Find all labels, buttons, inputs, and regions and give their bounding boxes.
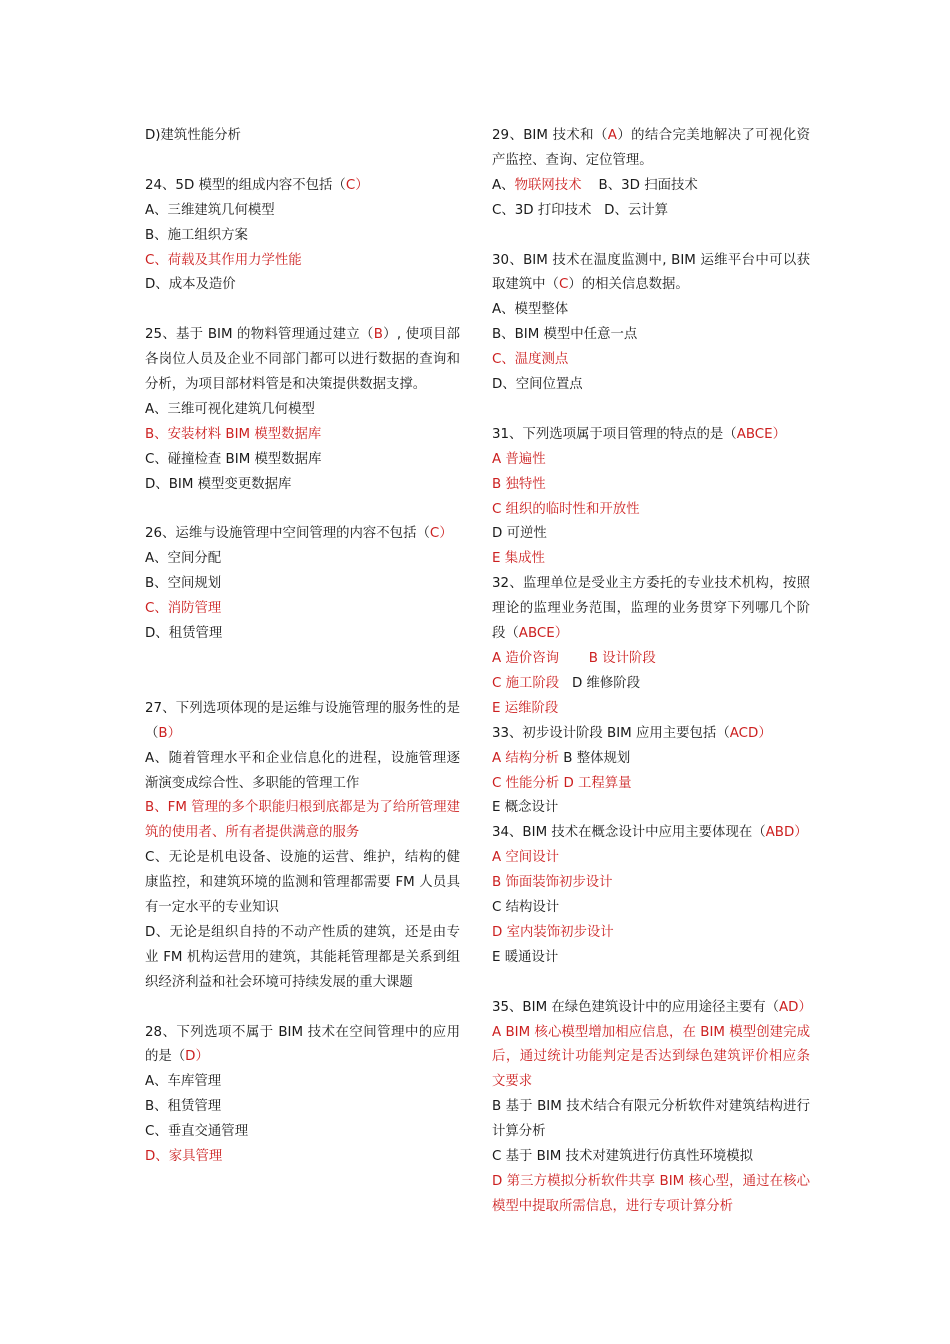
stem-text: 30、BIM 技术在温度监测中, BIM 运维平台中可以获取建筑中（ [492, 252, 810, 293]
option-a: A、模型整体 [492, 302, 569, 318]
question-24-stem [145, 174, 460, 199]
option-b: B、施工组织方案 [145, 227, 248, 243]
question-30-stem [492, 249, 810, 299]
prev-option-d: D)建筑性能分析 [145, 128, 241, 143]
option-d-correct: D 第三方模拟分析软件共享 BIM 核心型，通过在核心模型中提取所需信息，进行专项计算分析 [492, 1174, 810, 1214]
option-c: C 结构设计 [492, 900, 560, 916]
question-34-stem [492, 821, 810, 846]
right-column [492, 124, 810, 1220]
stem-text-cont: ）的相关信息数据。 [568, 277, 689, 293]
stem-text-cont: ）, 使项目部各岗位人员及企业不同部门都可以进行数据的查询和分析，为项目部材料管是和决策提供数据支撑。 [145, 327, 460, 393]
option-a-correct: A 结构分析 [492, 750, 559, 766]
left-column [145, 124, 460, 1170]
answer-key: ACD [729, 725, 759, 741]
option-b-correct: B、FM 管理的多个职能归根到底都是为了给所管理建筑的使用者、所有者提供满意的服务 [145, 800, 460, 841]
question-29 [492, 124, 810, 224]
question-35 [492, 996, 810, 1220]
stem-close: ） [772, 426, 786, 442]
options-ab-row [492, 174, 810, 199]
stem-close: ） [798, 999, 812, 1015]
question-26 [145, 522, 460, 647]
question-25 [145, 323, 460, 497]
option-d-correct: D 室内装饰初步设计 [492, 924, 614, 940]
answer-key: ABCE [736, 426, 773, 442]
answer-key: D [185, 1049, 196, 1065]
answer-key: ABCE [518, 626, 555, 642]
stem-text-cont: ）的结合完美地解决了可视化资产监控、查询、定位管理。 [492, 128, 811, 168]
option-d: D、成本及造价 [145, 277, 236, 293]
options-cd-row [492, 672, 810, 697]
stem-close: ） [439, 526, 453, 542]
stem-text: 35、BIM 在绿色建筑设计中的应用途径主要有（ [492, 999, 780, 1015]
option-b: B、BIM 模型中任意一点 [492, 327, 638, 343]
option-e: E 暖通设计 [492, 949, 559, 965]
options-cd-row [492, 199, 810, 224]
answer-key: C [345, 177, 356, 193]
stem-close: ） [794, 825, 808, 841]
stem-text: 28、下列选项不属于 BIM 技术在空间管理中的应用的是（ [145, 1024, 460, 1065]
option-c-correct: C 施工阶段 [492, 675, 560, 691]
option-e-correct: E 集成性 [492, 551, 545, 567]
stem-text: 31、下列选项属于项目管理的特点的是（ [492, 426, 737, 442]
stem-text: 27、下列选项体现的是运维与设施管理的服务性的是（ [145, 700, 460, 741]
stem-text: 33、初步设计阶段 BIM 应用主要包括（ [492, 725, 730, 741]
option-d-correct: D 工程算量 [563, 775, 632, 791]
option-d: D 维修阶段 [571, 675, 641, 691]
option-a-label: A、 [492, 177, 515, 193]
answer-key: B [158, 725, 168, 741]
option-a: A、随着管理水平和企业信息化的进程，设施管理逐渐演变成综合性、多职能的管理工作 [145, 750, 460, 791]
option-b: B、3D 扫面技术 [598, 177, 698, 193]
stem-text: 32、监理单位是受业主方委托的专业技术机构，按照理论的监理业务范围，监理的业务贯穿下列哪几个阶段（ [492, 576, 810, 642]
answer-key: ABD [765, 825, 795, 841]
option-a: A、空间分配 [145, 551, 222, 567]
question-26-stem [145, 522, 460, 547]
answer-key: AD [779, 999, 799, 1015]
answer-key: B [373, 327, 383, 343]
stem-text: 25、基于 BIM 的物料管理通过建立（ [145, 327, 374, 343]
option-c: C 基于 BIM 技术对建筑进行仿真性环境模拟 [492, 1149, 754, 1165]
question-27 [145, 697, 460, 996]
option-d-correct: D、家具管理 [145, 1149, 223, 1165]
option-d: D、租赁管理 [145, 626, 223, 642]
option-a-correct: A 普遍性 [492, 451, 546, 467]
option-a-correct: A BIM 核心模型增加相应信息，在 BIM 模型创建完成后，通过统计功能判定是否达到绿色建筑评价相应条文要求 [492, 1024, 810, 1090]
options-ab-row [492, 747, 810, 772]
option-a-correct: 物联网技术 [514, 177, 582, 193]
question-29-stem [492, 124, 810, 174]
question-35-stem [492, 996, 810, 1021]
option-c: C、碰撞检查 BIM 模型数据库 [145, 451, 322, 467]
option-c: C、无论是机电设备、设施的运营、维护，结构的健康监控，和建筑环境的监测和管理都需要 FM 人员具有一定水平的专业知识 [145, 850, 460, 916]
option-c-correct: C、温度测点 [492, 352, 569, 368]
stem-close: ） [355, 177, 369, 193]
option-e: E 概念设计 [492, 800, 559, 816]
option-c-correct: C、消防管理 [145, 601, 222, 617]
stem-text: 29、BIM 技术和（ [492, 128, 608, 143]
option-c-correct: C 组织的临时性和开放性 [492, 501, 640, 517]
option-a: A、车库管理 [145, 1074, 222, 1090]
option-d: D、无论是组织自持的不动产性质的建筑，还是由专业 FM 机构运营用的建筑，其能耗管理都是关系到组织经济利益和社会环境可持续发展的重大课题 [145, 924, 460, 990]
question-30 [492, 249, 810, 398]
option-e-correct: E 运维阶段 [492, 700, 559, 716]
question-31 [492, 423, 810, 572]
question-34 [492, 821, 810, 970]
option-c-correct: C、荷载及其作用力学性能 [145, 252, 302, 268]
option-a-correct: A 造价咨询 [492, 651, 559, 666]
question-32 [492, 572, 810, 721]
option-b-correct: B 饰面装饰初步设计 [492, 875, 613, 891]
option-b-correct: B、安装材料 BIM 模型数据库 [145, 426, 322, 442]
option-c-correct: C 性能分析 [492, 775, 560, 791]
option-b-correct: B 设计阶段 [588, 651, 656, 666]
stem-close: ） [167, 725, 181, 741]
option-c: C、垂直交通管理 [145, 1124, 249, 1140]
answer-key: A [607, 128, 617, 143]
question-33 [492, 722, 810, 822]
option-d: D、BIM 模型变更数据库 [145, 476, 292, 492]
option-b: B 基于 BIM 技术结合有限元分析软件对建筑结构进行计算分析 [492, 1099, 810, 1140]
option-d: D、空间位置点 [492, 377, 583, 393]
option-a: A、三维可视化建筑几何模型 [145, 401, 315, 417]
option-d: D、云计算 [604, 202, 669, 218]
question-24 [145, 174, 460, 299]
stem-text: 34、BIM 技术在概念设计中应用主要体现在（ [492, 825, 766, 841]
stem-close: ） [554, 626, 569, 642]
answer-key: C [558, 277, 569, 293]
question-27-stem [145, 697, 460, 747]
stem-close: ） [758, 725, 772, 741]
option-b: B、空间规划 [145, 576, 222, 592]
answer-key: C [429, 526, 440, 542]
option-c: C、3D 打印技术 [492, 202, 592, 218]
option-b: B、租赁管理 [145, 1099, 222, 1115]
stem-text: 24、5D 模型的组成内容不包括（ [145, 177, 346, 193]
option-b: B 整体规划 [563, 750, 631, 766]
stem-close: ） [195, 1049, 209, 1065]
option-a-correct: A 空间设计 [492, 850, 559, 866]
option-b-correct: B 独特性 [492, 476, 546, 492]
options-cd-row [492, 772, 810, 797]
options-ab-row [492, 647, 810, 672]
question-33-stem [492, 722, 810, 747]
option-a: A、三维建筑几何模型 [145, 202, 275, 218]
stem-text: 26、运维与设施管理中空间管理的内容不包括（ [145, 526, 430, 542]
question-32-stem [492, 572, 810, 647]
question-25-stem [145, 323, 460, 398]
question-28-stem [145, 1021, 460, 1071]
question-28 [145, 1021, 460, 1170]
option-d: D 可逆性 [492, 526, 547, 542]
question-31-stem [492, 423, 810, 448]
